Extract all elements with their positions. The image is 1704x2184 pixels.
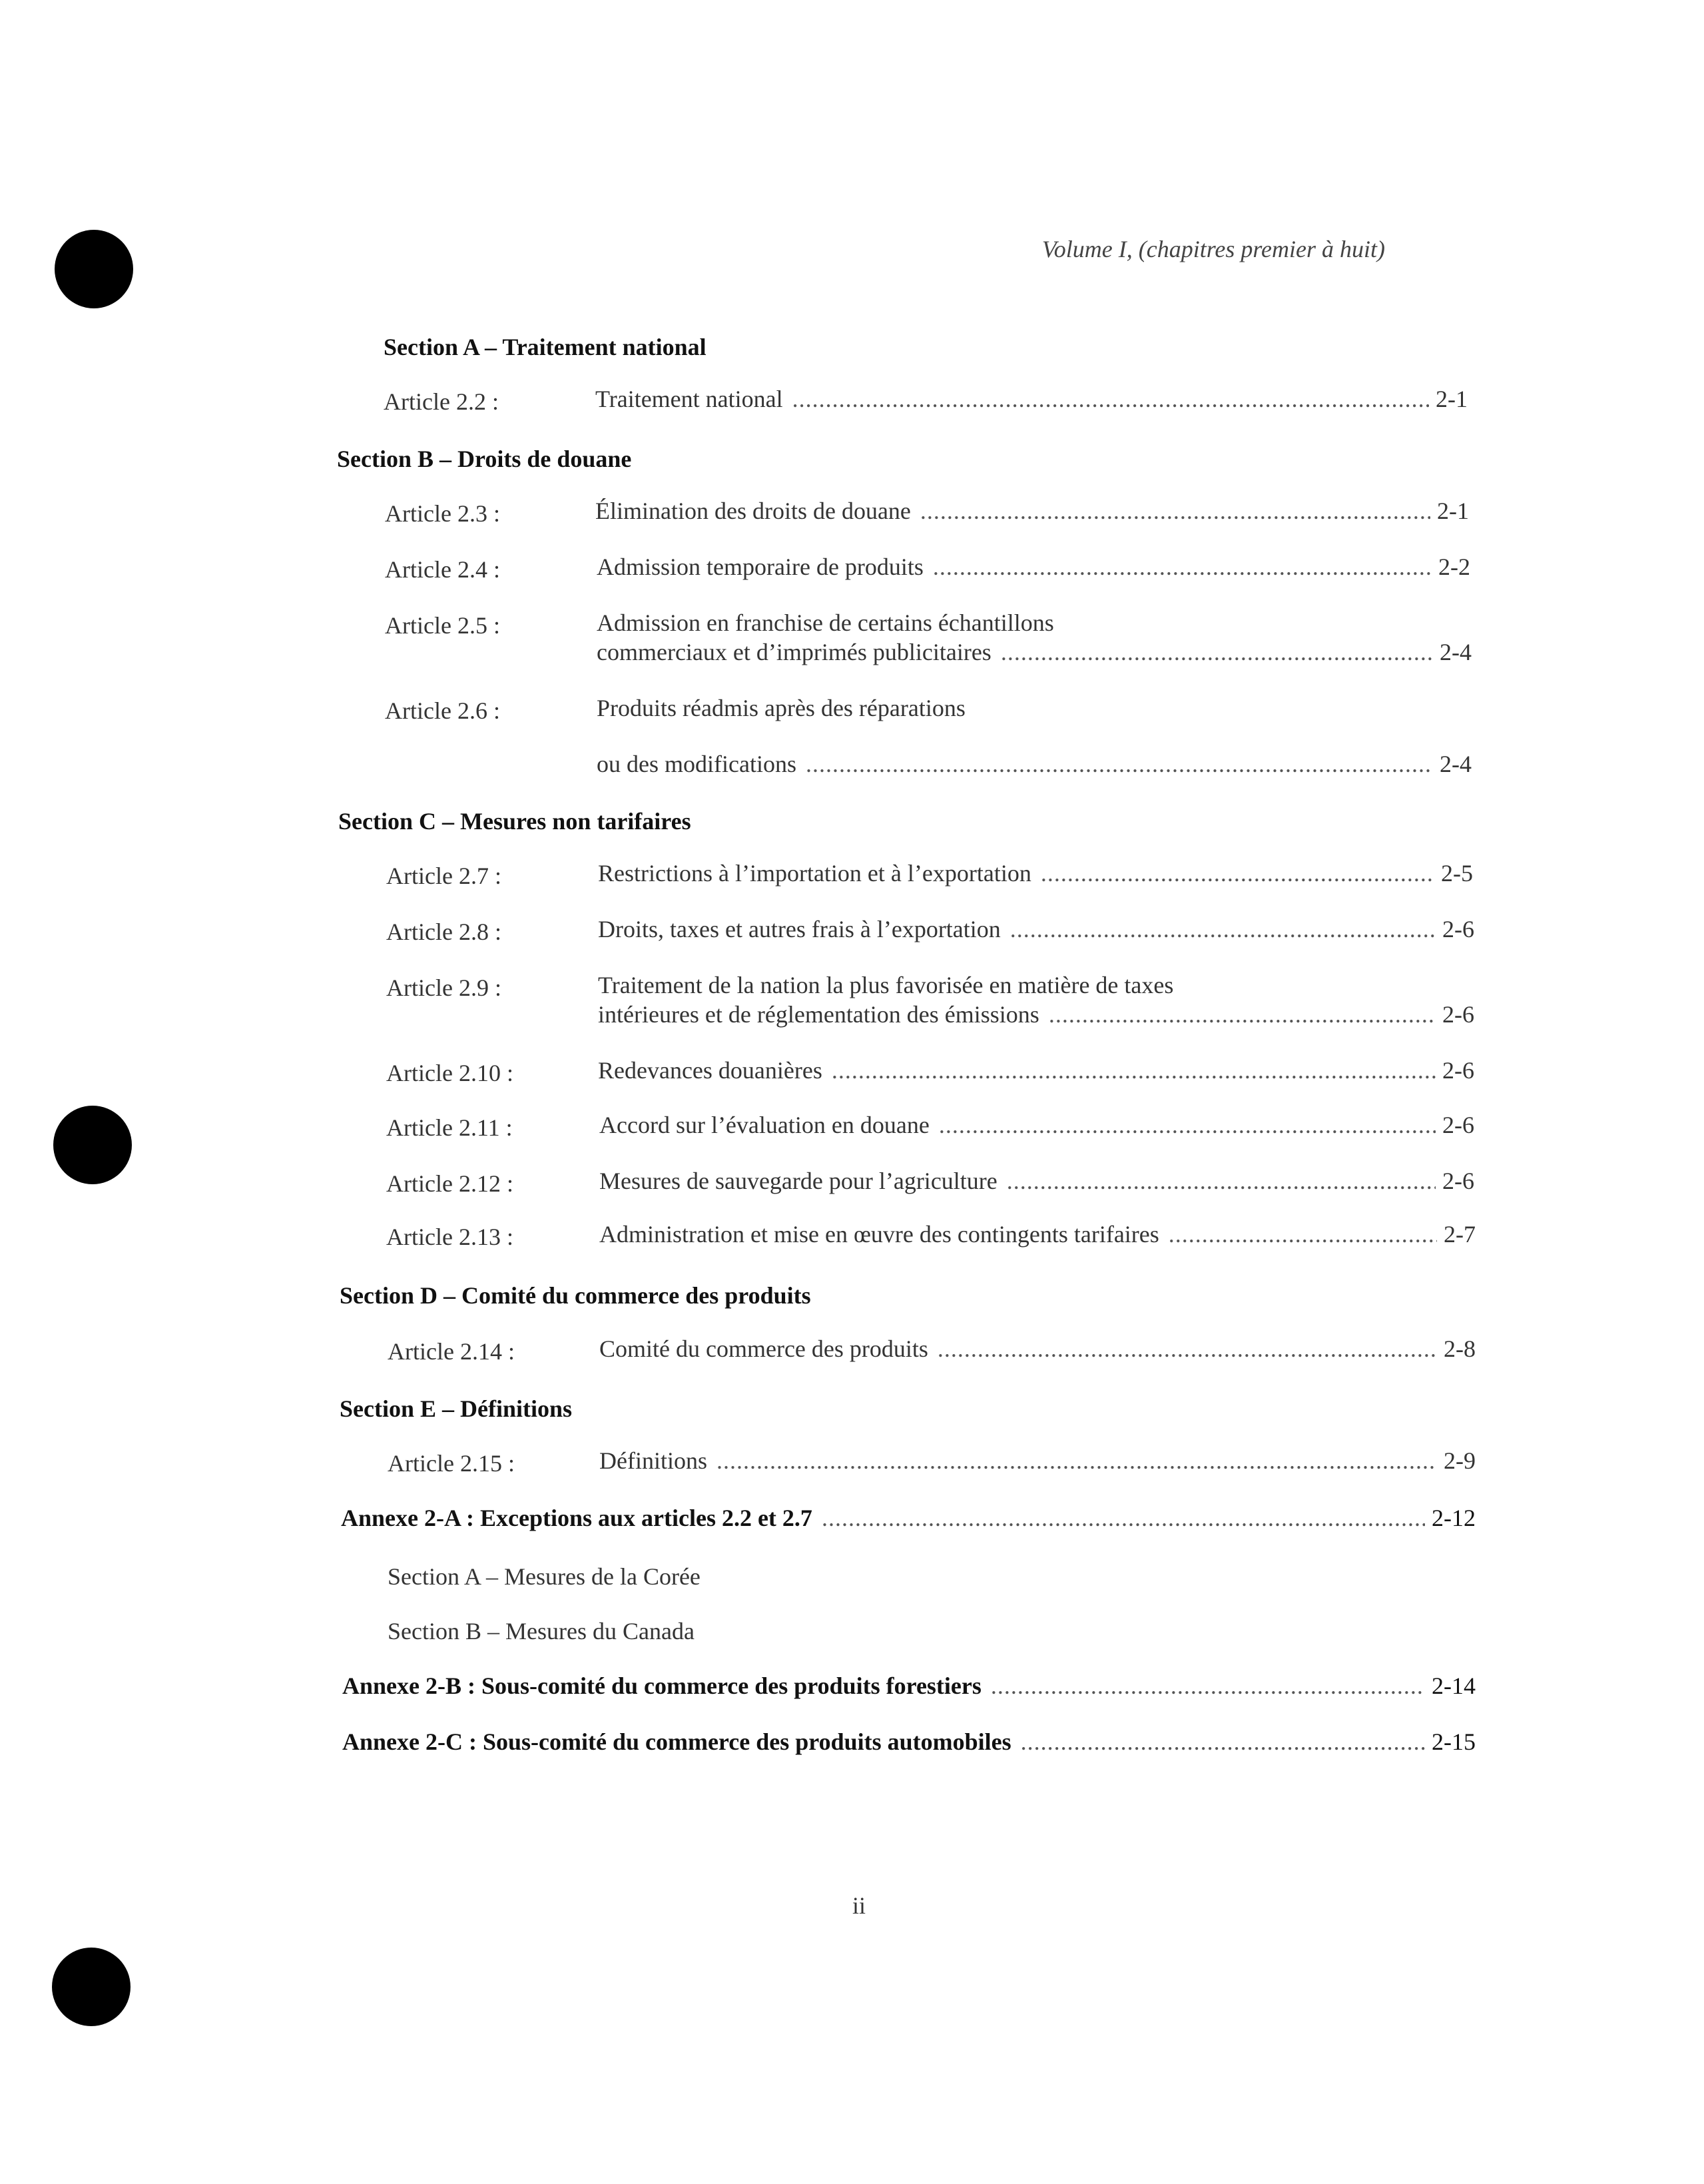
article-2-13-label: Article 2.13 : [386, 1224, 513, 1250]
toc-entry-article-2-9[interactable]: intérieures et de réglementation des émissions ..... 2-6 [598, 1000, 1474, 1028]
toc-entry-article-2-10[interactable]: Redevances douanières ..... 2-6 [598, 1056, 1474, 1084]
section-c-heading: Section C – Mesures non tarifaires [338, 808, 691, 835]
toc-entry-article-2-7[interactable]: Restrictions à l’importation et à l’exportation ..... 2-5 [598, 859, 1473, 887]
article-2-12-label: Article 2.12 : [386, 1170, 513, 1197]
article-2-9-title-line1: Traitement de la nation la plus favorisée en matière de taxes [598, 972, 1174, 998]
toc-entry-article-2-6[interactable]: ou des modifications ..... 2-4 [597, 750, 1472, 778]
binder-hole-bottom [52, 1948, 131, 2026]
binder-hole-top [55, 230, 133, 308]
toc-entry-annexe-2-b[interactable]: Annexe 2-B : Sous-comité du commerce des produits forestiers ..... 2-14 [342, 1672, 1476, 1700]
annexe-2-a-sub-section-a[interactable]: Section A – Mesures de la Corée [388, 1563, 701, 1590]
article-2-6-title-line1: Produits réadmis après des réparations [597, 695, 966, 721]
running-header: Volume I, (chapitres premier à huit) [1041, 236, 1385, 262]
article-2-14-label: Article 2.14 : [388, 1338, 515, 1365]
toc-entry-annexe-2-c[interactable]: Annexe 2-C : Sous-comité du commerce des produits automobiles ..... 2-15 [342, 1728, 1476, 1756]
section-d-heading: Section D – Comité du commerce des produits [340, 1282, 811, 1309]
toc-entry-article-2-12[interactable]: Mesures de sauvegarde pour l’agriculture ..... 2-6 [599, 1167, 1474, 1195]
article-2-5-title-line1: Admission en franchise de certains échantillons [597, 609, 1054, 636]
toc-entry-article-2-4[interactable]: Admission temporaire de produits ..... 2-2 [597, 553, 1470, 581]
article-2-8-label: Article 2.8 : [386, 918, 501, 945]
section-a-heading: Section A – Traitement national [384, 334, 707, 360]
page-number: ii [852, 1892, 866, 1919]
toc-entry-annexe-2-a[interactable]: Annexe 2-A : Exceptions aux articles 2.2 et 2.7 ..... 2-12 [341, 1504, 1476, 1532]
toc-entry-article-2-8[interactable]: Droits, taxes et autres frais à l’exportation ..... 2-6 [598, 915, 1474, 943]
article-2-7-label: Article 2.7 : [386, 863, 501, 889]
toc-entry-article-2-13[interactable]: Administration et mise en œuvre des contingents tarifaires ..... 2-7 [599, 1220, 1476, 1248]
article-2-6-label: Article 2.6 : [385, 697, 500, 724]
article-2-11-label: Article 2.11 : [386, 1114, 513, 1141]
article-2-5-label: Article 2.5 : [385, 612, 500, 639]
article-2-15-label: Article 2.15 : [388, 1450, 515, 1477]
section-b-heading: Section B – Droits de douane [337, 446, 632, 472]
article-2-3-label: Article 2.3 : [385, 500, 500, 527]
toc-entry-article-2-11[interactable]: Accord sur l’évaluation en douane ..... 2-6 [599, 1111, 1474, 1139]
toc-entry-article-2-3[interactable]: Élimination des droits de douane ..... 2-1 [595, 497, 1469, 525]
annexe-2-a-sub-section-b[interactable]: Section B – Mesures du Canada [388, 1618, 695, 1644]
binder-hole-middle [53, 1106, 132, 1184]
article-2-4-label: Article 2.4 : [385, 556, 500, 583]
toc-entry-article-2-2[interactable]: Traitement national ..... 2-1 [595, 385, 1468, 413]
toc-entry-article-2-14[interactable]: Comité du commerce des produits ..... 2-8 [599, 1335, 1476, 1363]
article-2-9-label: Article 2.9 : [386, 974, 501, 1001]
article-2-2-label: Article 2.2 : [384, 388, 499, 415]
toc-entry-article-2-5[interactable]: commerciaux et d’imprimés publicitaires ..... 2-4 [597, 638, 1472, 666]
toc-entry-article-2-15[interactable]: Définitions ..... 2-9 [599, 1447, 1476, 1475]
article-2-10-label: Article 2.10 : [386, 1060, 513, 1086]
section-e-heading: Section E – Définitions [340, 1395, 573, 1422]
